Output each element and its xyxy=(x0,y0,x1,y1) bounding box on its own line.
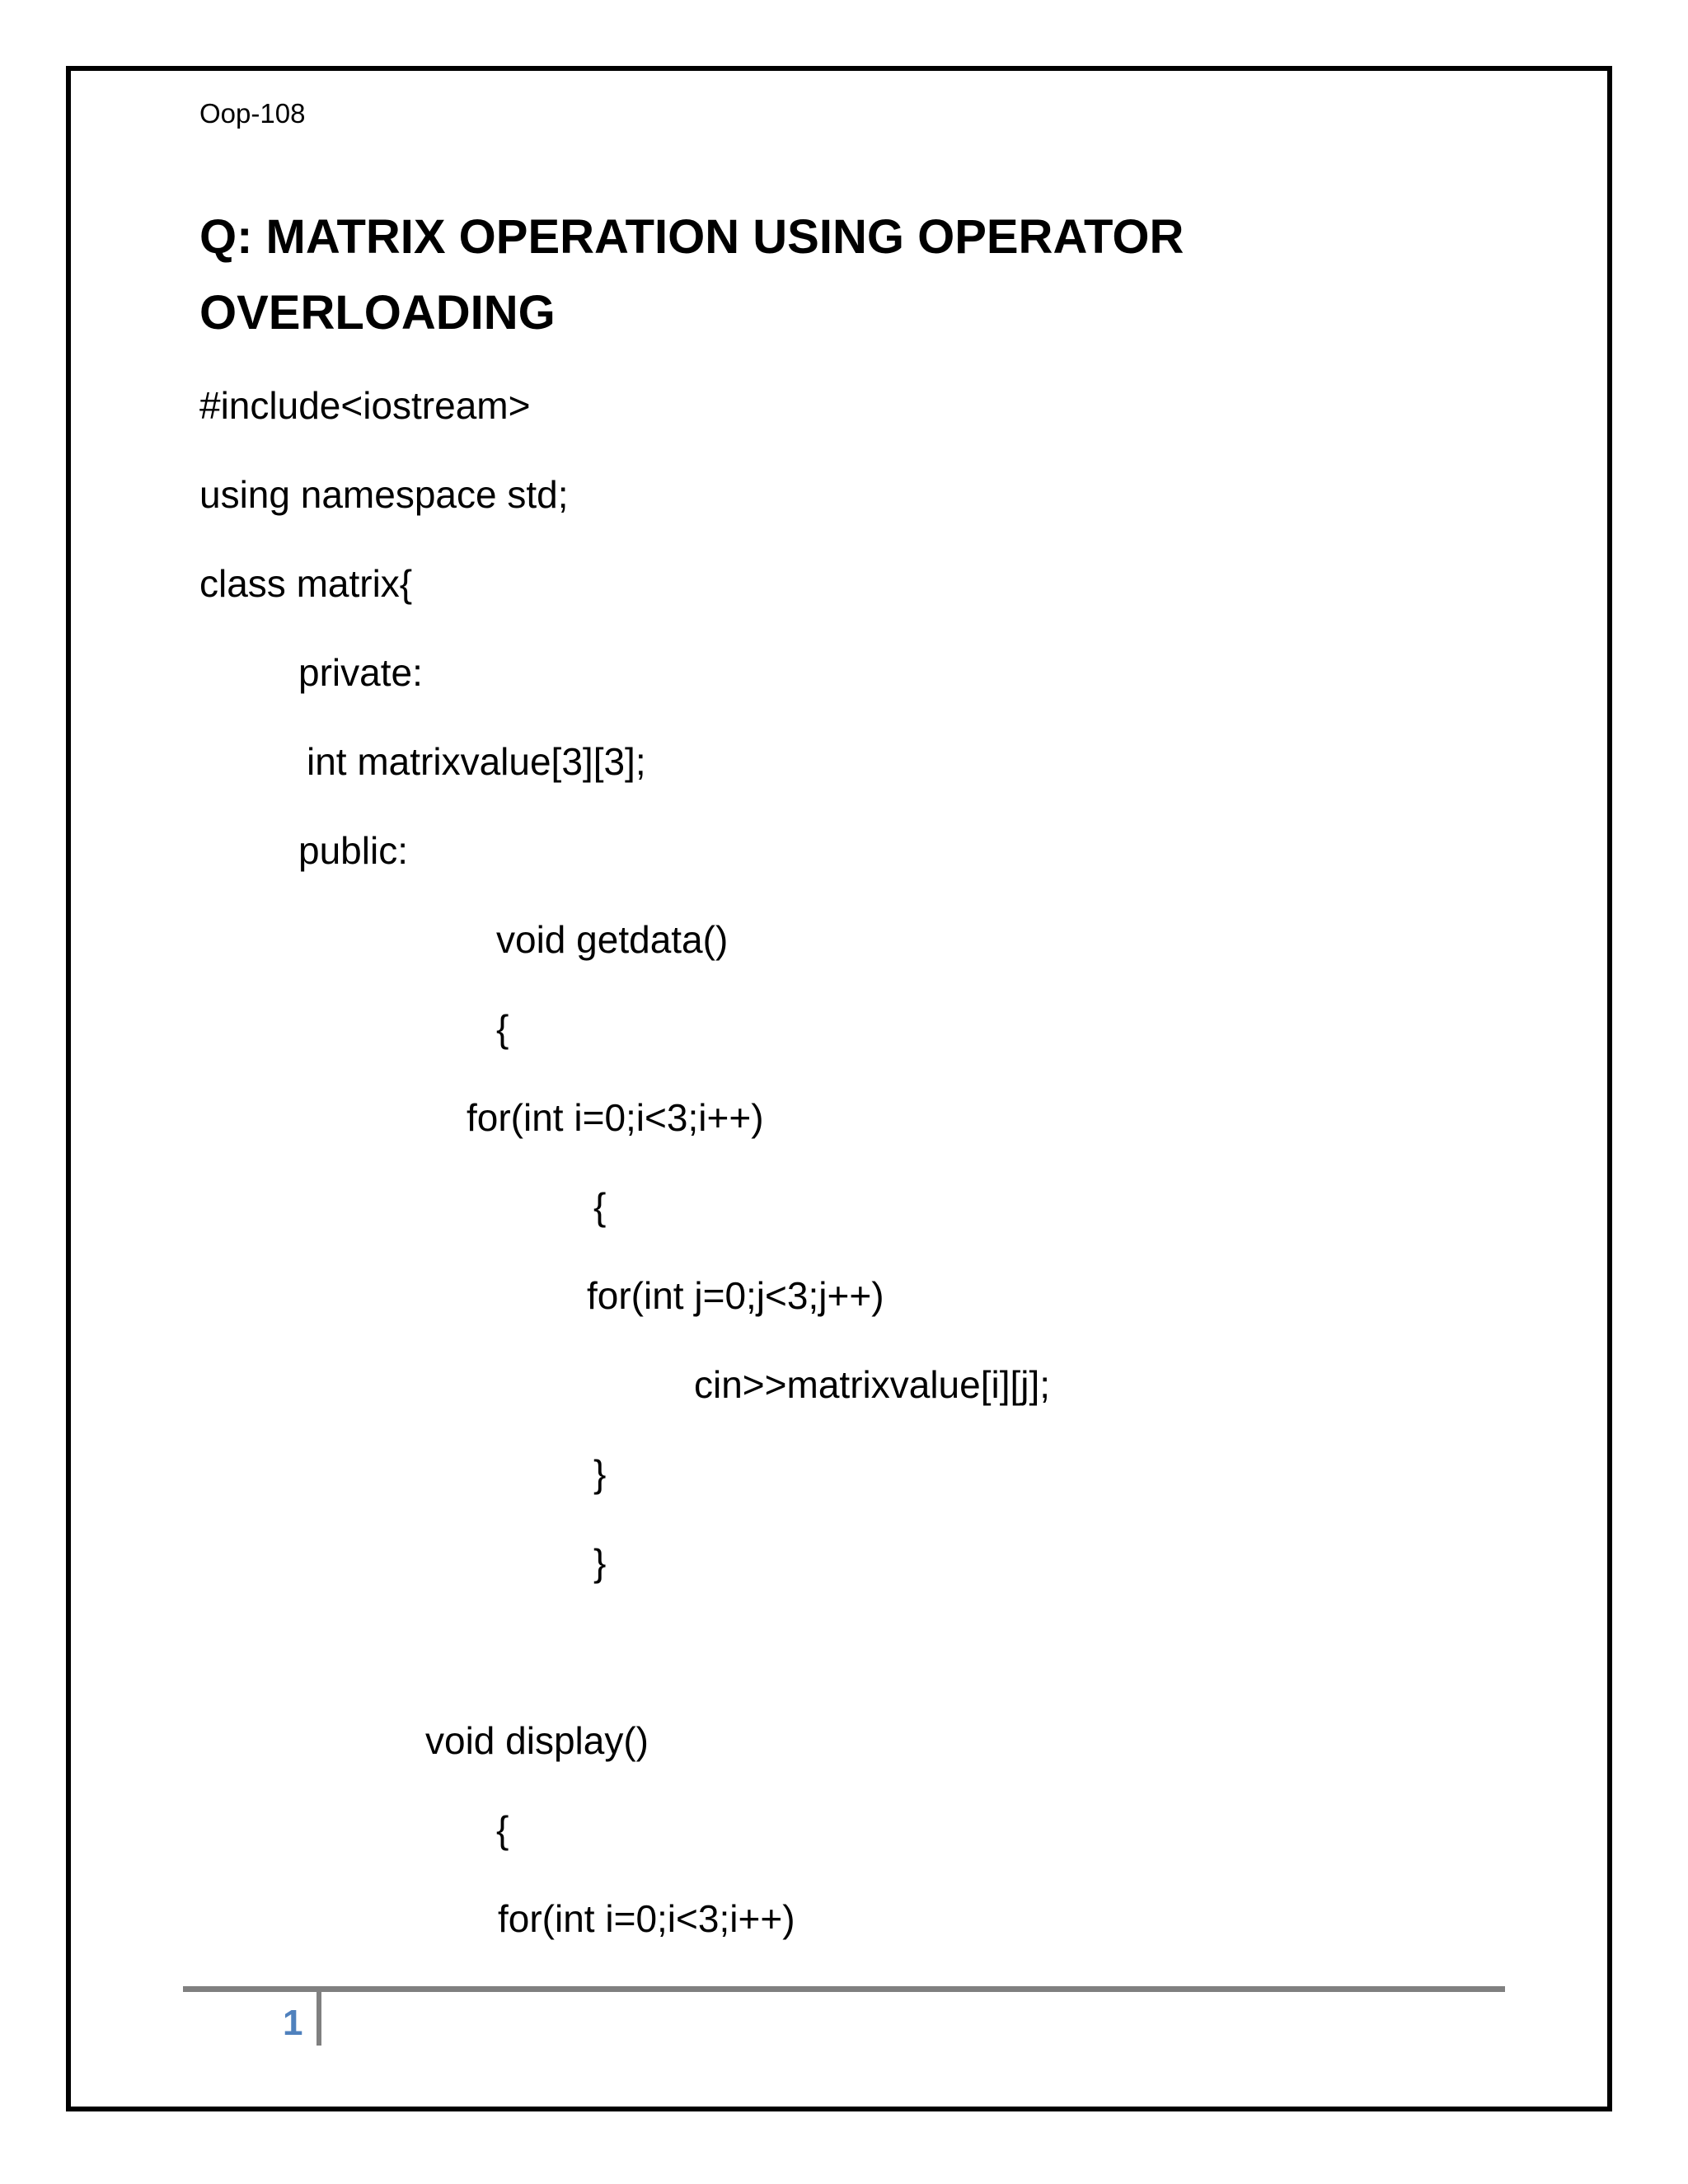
code-line-cin: cin>>matrixvalue[i][j]; xyxy=(694,1363,1051,1406)
code-line-getdata: void getdata() xyxy=(496,918,729,961)
page-title xyxy=(199,199,1518,351)
page-border xyxy=(66,66,1612,2111)
title-line-2: OVERLOADING xyxy=(199,286,556,340)
code-line-brace-close: } xyxy=(593,1452,607,1495)
code-line-brace-close: } xyxy=(593,1541,607,1584)
code-line-include: #include<iostream> xyxy=(199,384,531,427)
code-line-for-i: for(int i=0;i<3;i++) xyxy=(467,1096,764,1139)
code-line-for-j: for(int j=0;j<3;j++) xyxy=(587,1274,884,1317)
code-line-class: class matrix{ xyxy=(199,562,413,605)
code-line-display: void display() xyxy=(425,1719,649,1762)
code-line-public: public: xyxy=(298,829,408,872)
page-number: 1 xyxy=(283,2003,303,2043)
code-line-brace-open: { xyxy=(496,1007,509,1050)
code-line-brace-open: { xyxy=(496,1808,509,1851)
document-header: Oop-108 xyxy=(199,98,306,129)
code-line-namespace: using namespace std; xyxy=(199,473,569,516)
footer-rule xyxy=(183,1986,1505,1992)
code-line-member: int matrixvalue[3][3]; xyxy=(307,740,646,783)
title-line-1: Q: MATRIX OPERATION USING OPERATOR xyxy=(199,210,1184,264)
code-line-private: private: xyxy=(298,651,423,694)
code-line-for-i: for(int i=0;i<3;i++) xyxy=(498,1897,795,1940)
code-line-brace-open: { xyxy=(593,1185,607,1228)
footer-divider xyxy=(316,1986,321,2046)
